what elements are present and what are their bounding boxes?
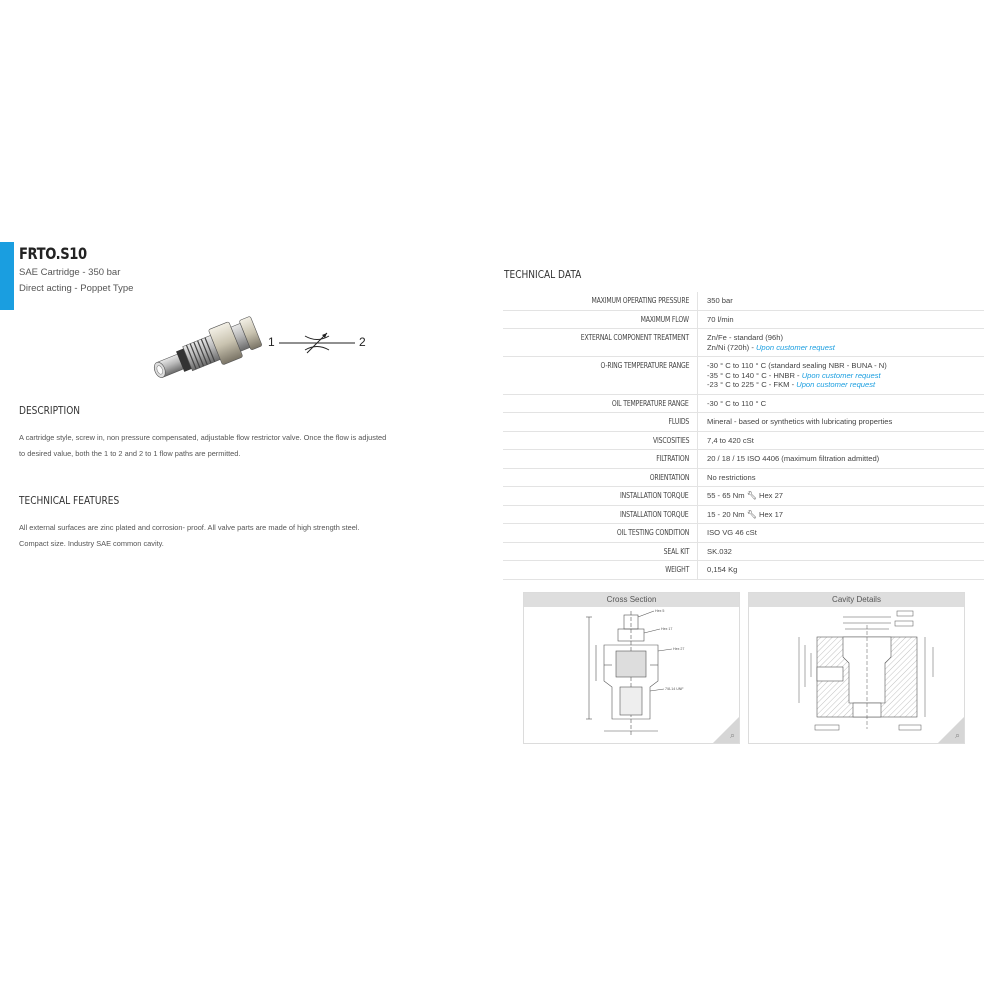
cavity-details-card[interactable] [748, 592, 965, 744]
cross-section-label: Hex 17 [661, 627, 673, 631]
table-row [503, 329, 984, 357]
product-subtitle-series: SAE Cartridge - 350 bar [19, 267, 121, 278]
table-row [503, 394, 984, 413]
cavity-details-title: Cavity Details [749, 593, 964, 607]
row-value: 15 - 20 Nm [707, 509, 745, 519]
row-value: -35 ° C to 140 ° C - HNBR - [707, 370, 802, 380]
table-row [503, 542, 984, 561]
cross-section-label: Hex 27 [673, 647, 685, 651]
row-value: -23 ° C to 225 ° C - FKM - [707, 380, 797, 389]
customer-request-link[interactable]: Upon customer request [755, 342, 835, 352]
symbol-port-2: 2 [359, 335, 366, 349]
wrench-icon: 🔧︎ [746, 509, 757, 519]
symbol-port-1: 1 [268, 335, 275, 349]
row-value: 70 l/min [698, 310, 985, 329]
table-row [503, 413, 984, 432]
row-value: Hex 17 [758, 509, 784, 519]
row-value: 20 / 18 / 15 ISO 4406 (maximum filtration admitted) [698, 450, 985, 469]
row-label: SEAL KIT [663, 546, 689, 556]
customer-request-link[interactable]: Upon customer request [796, 380, 876, 389]
zoom-icon[interactable]: ⌕ [954, 730, 960, 740]
table-row [503, 505, 984, 524]
row-label: OIL TEMPERATURE RANGE [612, 398, 689, 408]
product-code: FRTO.S10 [19, 244, 87, 263]
row-value: SK.032 [698, 542, 985, 561]
row-value: Mineral - based or synthetics with lubricating properties [698, 413, 985, 432]
row-value: 0,154 Kg [698, 561, 985, 580]
row-label: MAXIMUM FLOW [640, 314, 689, 324]
table-row [503, 524, 984, 543]
row-label: VISCOSITIES [652, 435, 689, 445]
row-value: 7,4 to 420 cSt [698, 431, 985, 450]
row-label: EXTERNAL COMPONENT TREATMENT [580, 333, 689, 342]
table-row [503, 357, 984, 395]
row-value: Zn/Ni (720h) - [707, 342, 756, 352]
cavity-details-drawing [749, 607, 964, 743]
row-label: WEIGHT [665, 565, 689, 574]
row-label: INSTALLATION TORQUE [620, 509, 689, 519]
row-label: ORIENTATION [649, 472, 689, 482]
cross-section-drawing [524, 607, 739, 743]
table-row [503, 450, 984, 469]
cross-section-card[interactable] [523, 592, 740, 744]
technical-data-table [503, 292, 984, 580]
cross-section-title: Cross Section [524, 593, 739, 607]
row-value: -30 ° C to 110 ° C (standard sealing NBR - BUNA - N) [707, 361, 887, 370]
table-row [503, 292, 984, 310]
customer-request-link[interactable]: Upon customer request [801, 370, 881, 380]
technical-features-heading: TECHNICAL FEATURES [19, 494, 120, 507]
table-row [503, 431, 984, 450]
table-row [503, 310, 984, 329]
cartridge-valve-image [145, 305, 265, 380]
product-subtitle-type: Direct acting - Poppet Type [19, 283, 134, 294]
row-label: INSTALLATION TORQUE [620, 491, 689, 500]
flow-restrictor-symbol [265, 328, 375, 358]
technical-data-heading: TECHNICAL DATA [504, 268, 582, 281]
technical-features-text: All external surfaces are zinc plated and corrosion- proof. All valve parts are made of high strength steel. Compact size. Industry SAE common cavity. [19, 523, 360, 548]
table-row [503, 561, 984, 580]
restrictor-symbol-icon [277, 328, 357, 358]
description-text: A cartridge style, screw in, non pressure compensated, adjustable flow restrictor valve. Once the flow is adjusted to desired value, both the 1 to 2 and 2 to 1 flow paths are permitted. [19, 433, 387, 458]
row-label: FLUIDS [668, 417, 689, 426]
row-label: O-RING TEMPERATURE RANGE [600, 361, 689, 370]
description-heading: DESCRIPTION [19, 404, 81, 417]
row-value: No restrictions [698, 468, 985, 487]
row-value: -30 ° C to 110 ° C [698, 394, 985, 413]
zoom-icon[interactable]: ⌕ [729, 730, 735, 740]
zoom-corner [938, 717, 964, 743]
cross-section-label: 7/8-14 UNF [665, 687, 684, 691]
row-value: 55 - 65 Nm [707, 491, 745, 500]
row-label: FILTRATION [656, 454, 689, 463]
row-label: OIL TESTING CONDITION [616, 528, 689, 537]
wrench-icon: 🔧︎ [746, 491, 757, 500]
zoom-corner [713, 717, 739, 743]
row-value: Zn/Fe - standard (96h) [707, 333, 783, 342]
cross-section-label: Hex 5 [655, 609, 665, 613]
row-value: 350 bar [698, 292, 985, 310]
row-value: Hex 27 [758, 491, 784, 500]
row-value: ISO VG 46 cSt [698, 524, 985, 543]
table-row [503, 487, 984, 506]
table-row [503, 468, 984, 487]
row-label: MAXIMUM OPERATING PRESSURE [591, 296, 689, 305]
accent-bar [0, 242, 14, 310]
